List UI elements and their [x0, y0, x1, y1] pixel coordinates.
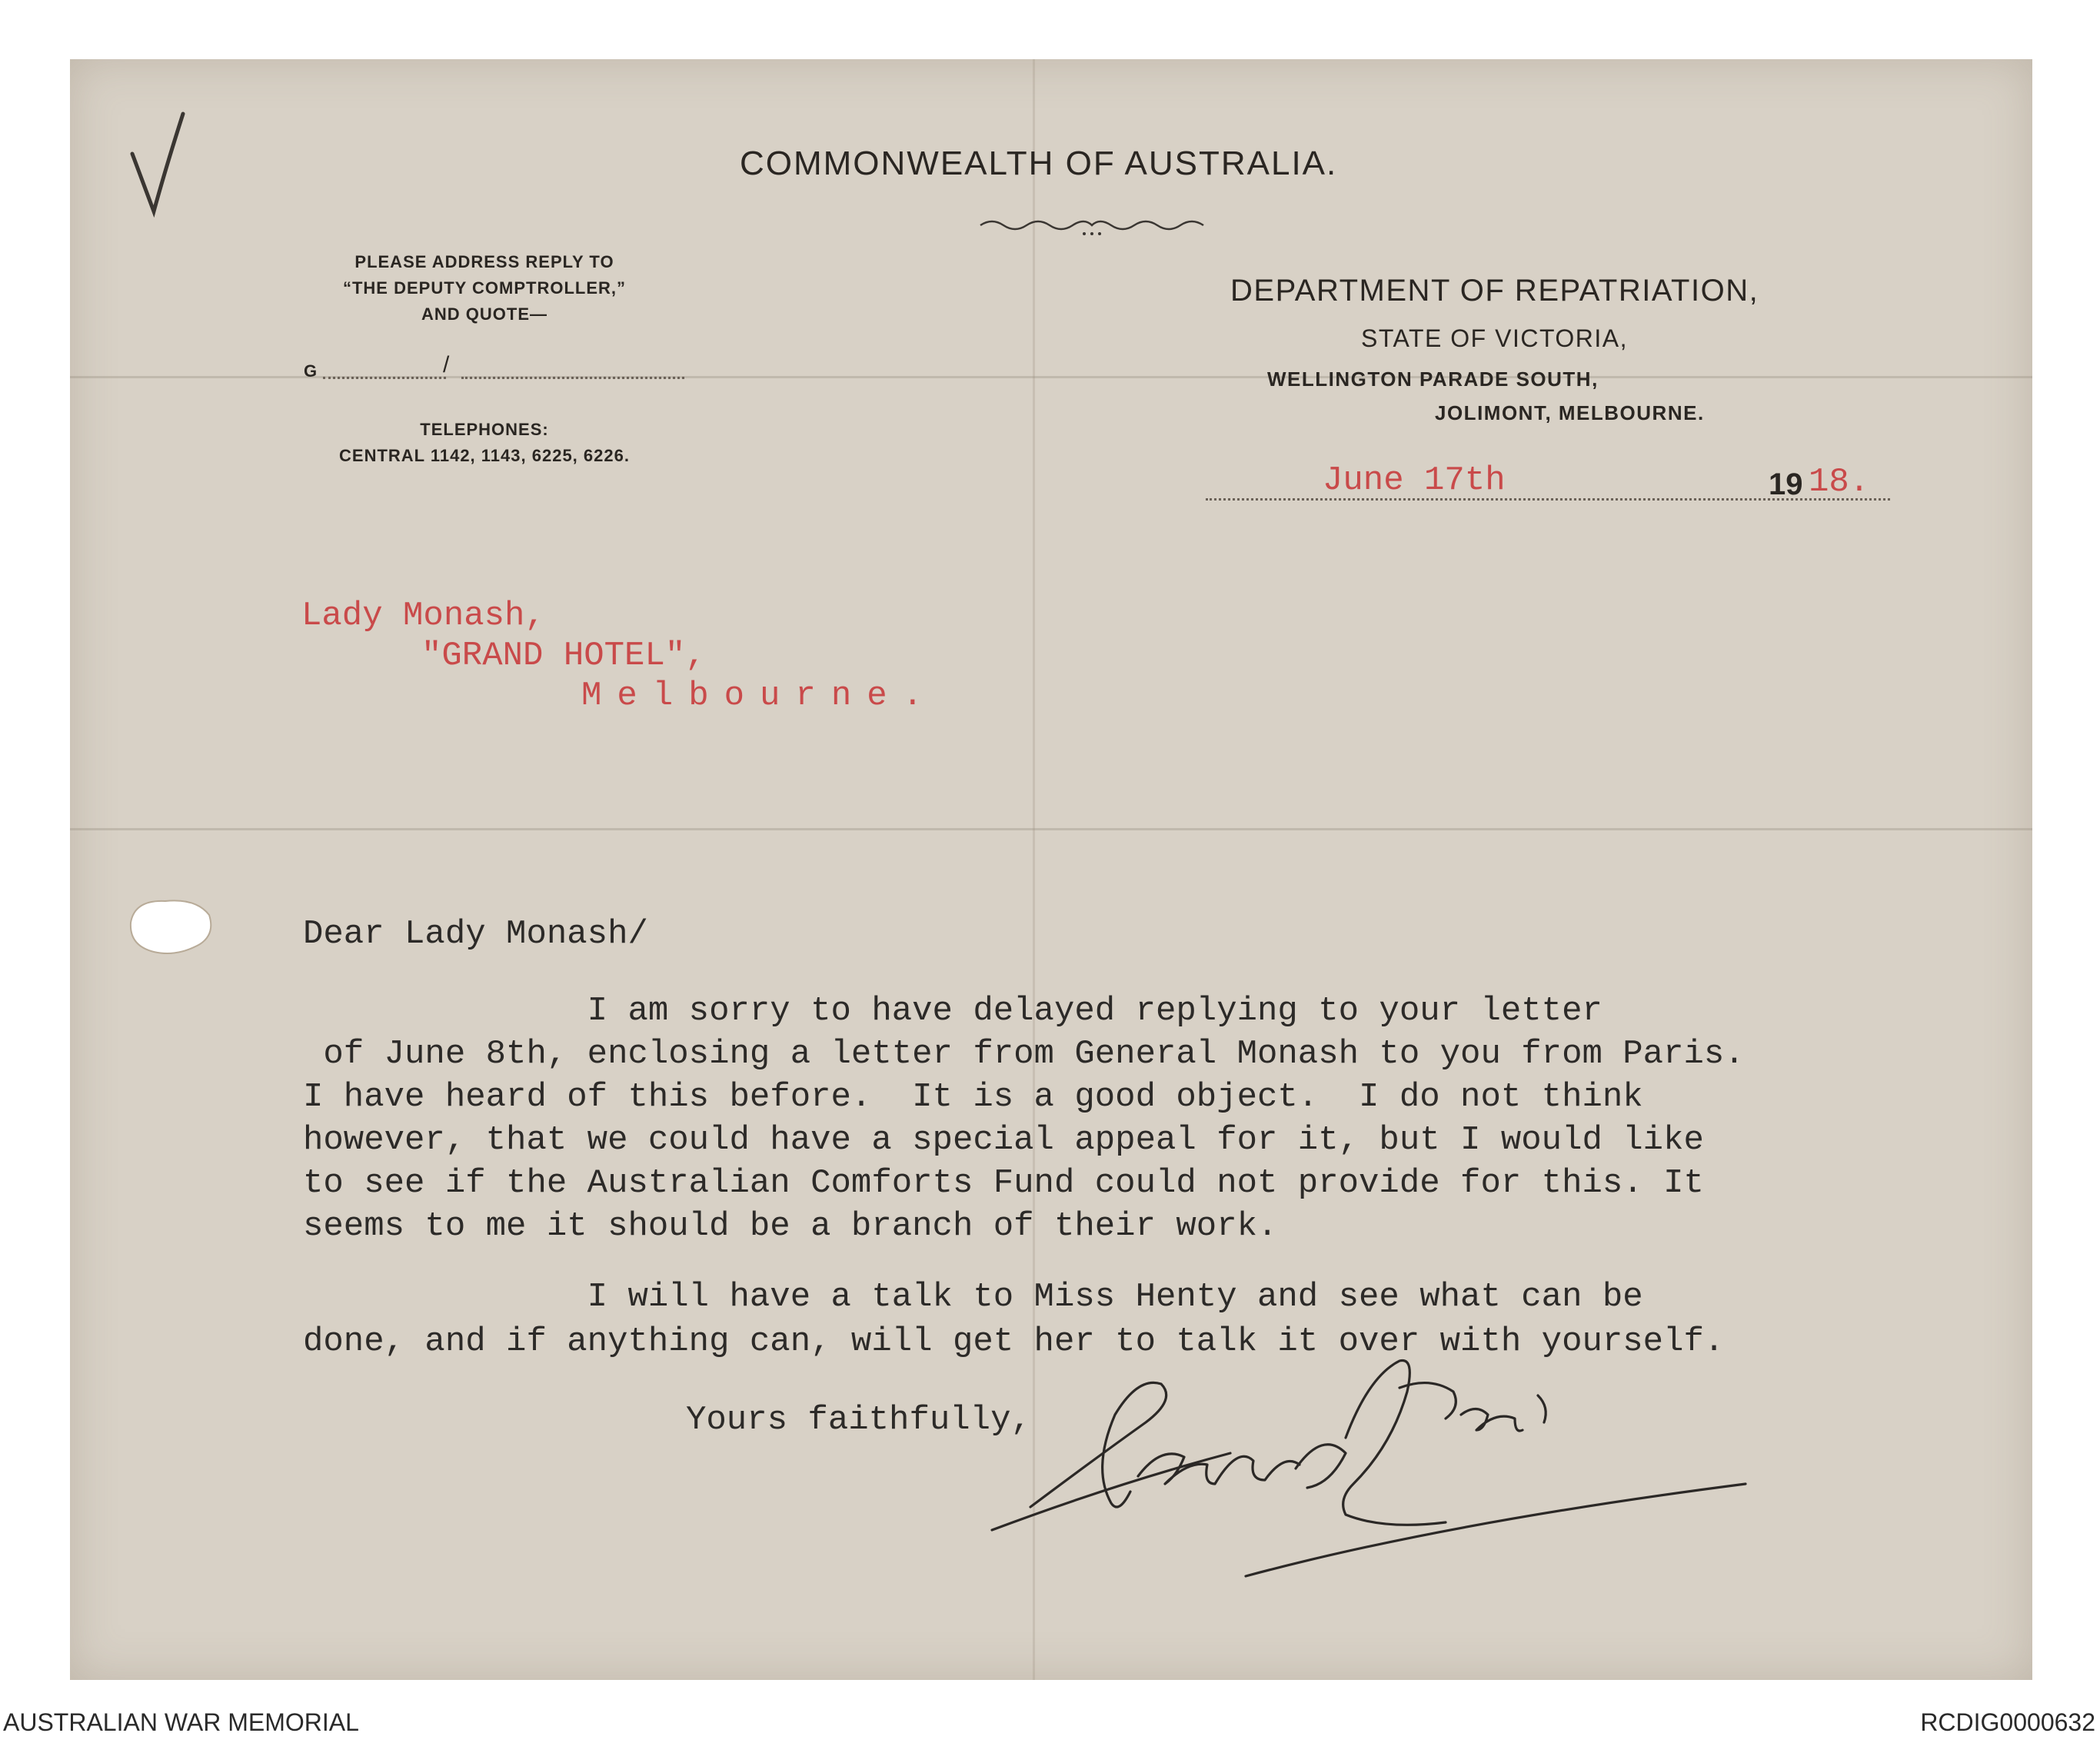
- footer-record-id: RCDIG0000632: [1920, 1708, 2095, 1736]
- recipient-name: Lady Monash,: [301, 597, 545, 635]
- reference-field: [323, 377, 446, 379]
- ornament-divider: [977, 214, 1207, 237]
- handwritten-signature: [984, 1330, 1753, 1584]
- telephones-block: [292, 417, 677, 469]
- reply-line: AND QUOTE—: [421, 304, 547, 324]
- body-line: I have heard of this before. It is a good object. I do not think: [303, 1078, 1643, 1116]
- reference-field: [461, 377, 684, 379]
- reference-prefix: G: [304, 361, 318, 381]
- department-name: DEPARTMENT OF REPATRIATION,: [1230, 274, 1759, 308]
- reply-line: PLEASE ADDRESS REPLY TO: [354, 252, 614, 271]
- recipient-hotel: "GRAND HOTEL",: [421, 637, 706, 675]
- body-line: I will have a talk to Miss Henty and see what can be: [303, 1278, 1643, 1316]
- recipient-city: Melbourne.: [581, 677, 939, 715]
- body-line: done, and if anything can, will get her to talk it over with yourself.: [303, 1322, 1725, 1361]
- letter-date: June 17th: [1323, 461, 1506, 500]
- footer-archive-name: AUSTRALIAN WAR MEMORIAL: [3, 1708, 359, 1736]
- body-line: to see if the Australian Comforts Fund could not provide for this. It: [303, 1164, 1704, 1202]
- punch-hole: [123, 892, 223, 961]
- reply-instructions: [292, 249, 677, 328]
- department-suburb: JOLIMONT, MELBOURNE.: [1435, 401, 1705, 424]
- body-line: however, that we could have a special appeal for it, but I would like: [303, 1121, 1704, 1159]
- reply-line: “THE DEPUTY COMPTROLLER,”: [342, 278, 627, 298]
- checkmark-icon: [123, 108, 192, 223]
- body-line: seems to me it should be a branch of their work.: [303, 1207, 1278, 1246]
- letterhead-title: COMMONWEALTH OF AUSTRALIA.: [740, 145, 1338, 182]
- department-state: STATE OF VICTORIA,: [1361, 324, 1629, 352]
- body-line: I am sorry to have delayed replying to your letter: [303, 992, 1602, 1030]
- salutation: Dear Lady Monash/: [303, 915, 648, 953]
- year-printed: 19: [1769, 467, 1803, 501]
- closing: Yours faithfully,: [686, 1401, 1031, 1439]
- year-typed: 18.: [1809, 463, 1870, 501]
- reference-separator: /: [443, 352, 450, 378]
- paper-fold-line: [70, 828, 2032, 830]
- department-street: WELLINGTON PARADE SOUTH,: [1267, 368, 1599, 391]
- telephones-label: TELEPHONES:: [420, 420, 549, 439]
- body-line: of June 8th, enclosing a letter from General Monash to you from Paris.: [303, 1035, 1745, 1073]
- telephones-numbers: CENTRAL 1142, 1143, 6225, 6226.: [339, 446, 630, 465]
